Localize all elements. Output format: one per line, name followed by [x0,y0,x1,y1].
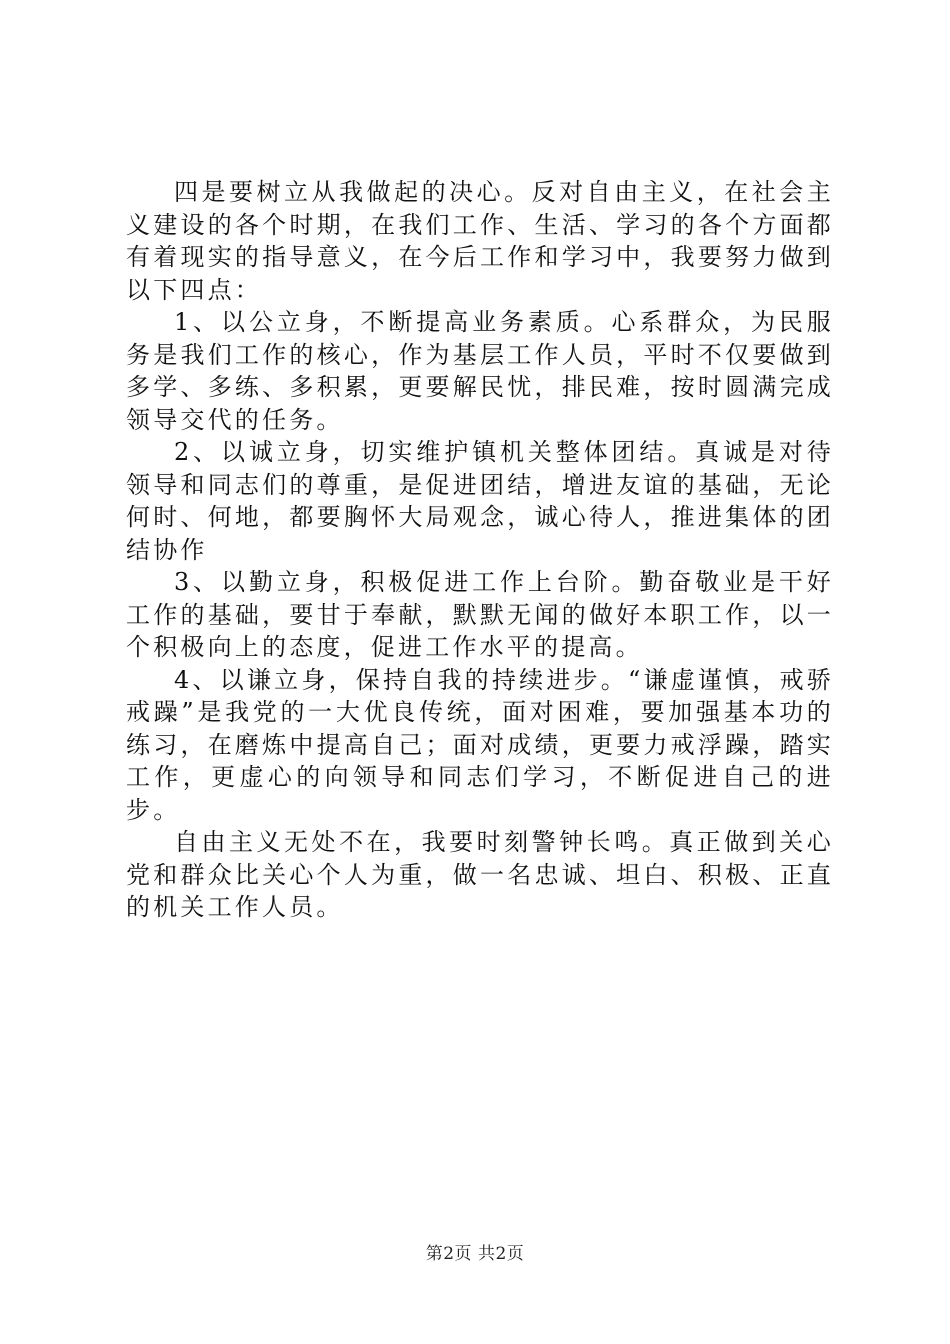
paragraph-intro: 四是要树立从我做起的决心。反对自由主义，在社会主义建设的各个时期，在我们工作、生活、学习的各个方面都有着现实的指导意义，在今后工作和学习中，我要努力做到以下四点： [126,178,834,304]
document-body [126,176,834,924]
paragraph-point-2: 2、以诚立身，切实维护镇机关整体团结。真诚是对待领导和同志们的尊重，是促进团结，增进友谊的基础，无论何时、何地，都要胸怀大局观念，诚心待人，推进集体的团结协作 [126,438,834,564]
paragraph-conclusion: 自由主义无处不在，我要时刻警钟长鸣。真正做到关心党和群众比关心个人为重，做一名忠诚、坦白、积极、正直的机关工作人员。 [126,828,834,921]
page-number-footer: 第2页 共2页 [425,1244,525,1264]
paragraph-point-1: 1、以公立身，不断提高业务素质。心系群众，为民服务是我们工作的核心，作为基层工作人员，平时不仅要做到多学、多练、多积累，更要解民忧，排民难，按时圆满完成领导交代的任务。 [126,308,834,434]
paragraph-point-4: 4、以谦立身，保持自我的持续进步。“谦虚谨慎，戒骄戒躁”是我党的一大优良传统，面对困难，要加强基本功的练习，在磨炼中提高自己；面对成绩，更要力戒浮躁，踏实工作，更虚心的向领导和同志们学习，不断促进自己的进步。 [126,665,834,824]
paragraph-point-3: 3、以勤立身，积极促进工作上台阶。勤奋敬业是干好工作的基础，要甘于奉献，默默无闻的做好本职工作，以一个积极向上的态度，促进工作水平的提高。 [126,568,834,661]
